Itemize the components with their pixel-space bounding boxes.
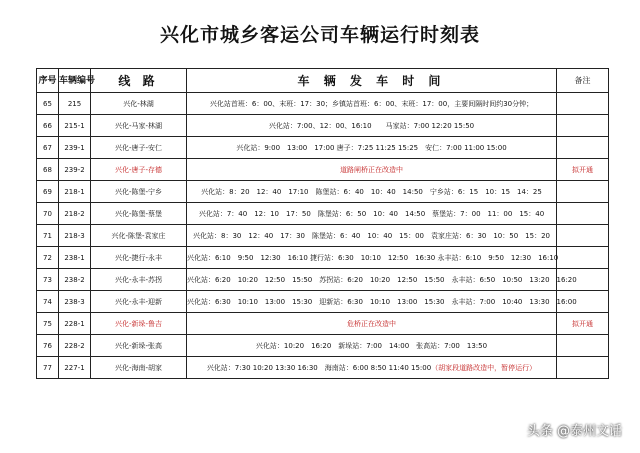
table-row — [37, 269, 609, 291]
route-name: 兴化-新垛-鲁吉 — [91, 313, 187, 335]
row-note: 拟开通 — [557, 313, 609, 335]
route-name: 兴化-永丰-苏拐 — [91, 269, 187, 291]
route-name: 兴化-陈堡-宁乡 — [91, 181, 187, 203]
route-name: 兴化-唐子-存德 — [91, 159, 187, 181]
table-row — [37, 93, 609, 115]
row-number: 70 — [37, 203, 59, 225]
table-row — [37, 115, 609, 137]
departure-times: 兴化站：8：20 12：40 17:10 陈堡站：6：40 10：40 14:50 宁乡站：6：15 10：15 14：25 — [187, 181, 557, 203]
vehicle-code: 228-2 — [59, 335, 91, 357]
route-name: 兴化-马家-林湖 — [91, 115, 187, 137]
table-header-row — [37, 69, 609, 93]
departure-times: 兴化站：6:20 10:20 12:50 15:50 苏拐站：6:20 10:20 12:50 15:50 永丰站：6:50 10:50 13:20 16:20 — [187, 269, 557, 291]
row-number: 71 — [37, 225, 59, 247]
row-note — [557, 247, 609, 269]
table-row — [37, 291, 609, 313]
header-code: 车辆编号 — [59, 69, 91, 93]
vehicle-code: 227-1 — [59, 357, 91, 379]
row-number: 66 — [37, 115, 59, 137]
row-number: 67 — [37, 137, 59, 159]
route-name: 兴化-海南-胡家 — [91, 357, 187, 379]
vehicle-code: 239-2 — [59, 159, 91, 181]
route-name: 兴化-捷行-永丰 — [91, 247, 187, 269]
departure-times: 兴化站：8：30 12：40 17：30 陈堡站：6：40 10：40 15：00 袁家庄站：6：30 10：50 15：20 — [187, 225, 557, 247]
departure-times: 兴化站：7：40 12：10 17：50 陈堡站：6：50 10：40 14:50 蔡堡站：7：00 11：00 15：40 — [187, 203, 557, 225]
table-row — [37, 137, 609, 159]
vehicle-code: 218-1 — [59, 181, 91, 203]
route-name: 兴化-永丰-迎新 — [91, 291, 187, 313]
departure-times: 兴化站：9:00 13:00 17:00 唐子：7:25 11:25 15:25 安仁：7:00 11:00 15:00 — [187, 137, 557, 159]
table-row — [37, 159, 609, 181]
vehicle-code: 215-1 — [59, 115, 91, 137]
row-number: 72 — [37, 247, 59, 269]
header-note: 备注 — [557, 69, 609, 93]
header-route: 线 路 — [91, 69, 187, 93]
row-note — [557, 115, 609, 137]
table-row — [37, 203, 609, 225]
table-row — [37, 313, 609, 335]
vehicle-code: 228-1 — [59, 313, 91, 335]
departure-times — [187, 357, 557, 379]
vehicle-code: 239-1 — [59, 137, 91, 159]
route-name: 兴化-陈堡-蔡堡 — [91, 203, 187, 225]
departure-times-text: 兴化站：7:30 10:20 13:30 16:30 海南站：6:00 8:50 11:40 15:00 — [206, 363, 432, 372]
vehicle-code: 238-2 — [59, 269, 91, 291]
table-row — [37, 181, 609, 203]
watermark: 头条 @泰州文话 — [526, 424, 622, 439]
page-title: 兴化市城乡客运公司车辆运行时刻表 — [159, 24, 480, 46]
departure-times: 兴化站：10:20 16:20 新垛站：7:00 14:00 张高站：7:00 13:50 — [187, 335, 557, 357]
route-name: 兴化-唐子-安仁 — [91, 137, 187, 159]
row-note — [557, 203, 609, 225]
suspension-note: （胡家段道路改造中，暂停运行） — [431, 363, 537, 372]
row-note — [557, 93, 609, 115]
schedule-table — [36, 68, 609, 379]
route-name: 兴化-林湖 — [91, 93, 187, 115]
route-name: 兴化-新垛-张高 — [91, 335, 187, 357]
row-note: 拟开通 — [557, 159, 609, 181]
vehicle-code: 215 — [59, 93, 91, 115]
row-number: 69 — [37, 181, 59, 203]
row-number: 74 — [37, 291, 59, 313]
vehicle-code: 238-1 — [59, 247, 91, 269]
departure-times: 兴化站：6:30 10:10 13:00 15:30 迎新站：6:30 10:10 13:00 15:30 永丰站：7:00 10:40 13:30 16:00 — [187, 291, 557, 313]
departure-times: 危桥正在改造中 — [187, 313, 557, 335]
table-row — [37, 357, 609, 379]
row-note — [557, 137, 609, 159]
row-number: 75 — [37, 313, 59, 335]
table-row — [37, 335, 609, 357]
row-number: 76 — [37, 335, 59, 357]
departure-times: 道路闸桥正在改造中 — [187, 159, 557, 181]
departure-times: 兴化站：7:00、12：00、16:10 马家站：7:00 12:20 15:50 — [187, 115, 557, 137]
departure-times: 兴化站：6:10 9:50 12:30 16:10 捷行站：6:30 10:10 12:50 16:30 永丰站：6:10 9:50 12:30 16:10 — [187, 247, 557, 269]
table-row — [37, 225, 609, 247]
row-number: 65 — [37, 93, 59, 115]
table-row — [37, 247, 609, 269]
row-number: 73 — [37, 269, 59, 291]
vehicle-code: 218-3 — [59, 225, 91, 247]
row-note — [557, 181, 609, 203]
row-note — [557, 357, 609, 379]
vehicle-code: 238-3 — [59, 291, 91, 313]
row-note — [557, 335, 609, 357]
route-name: 兴化-陈堡-袁家庄 — [91, 225, 187, 247]
header-seq: 序号 — [37, 69, 59, 93]
row-note — [557, 225, 609, 247]
row-number: 77 — [37, 357, 59, 379]
vehicle-code: 218-2 — [59, 203, 91, 225]
header-times: 车 辆 发 车 时 间 — [187, 69, 557, 93]
row-number: 68 — [37, 159, 59, 181]
departure-times: 兴化站首班：6：00、末班：17：30；乡镇站首班：6：00、末班：17：00，主要间隔时间约30分钟； — [187, 93, 557, 115]
